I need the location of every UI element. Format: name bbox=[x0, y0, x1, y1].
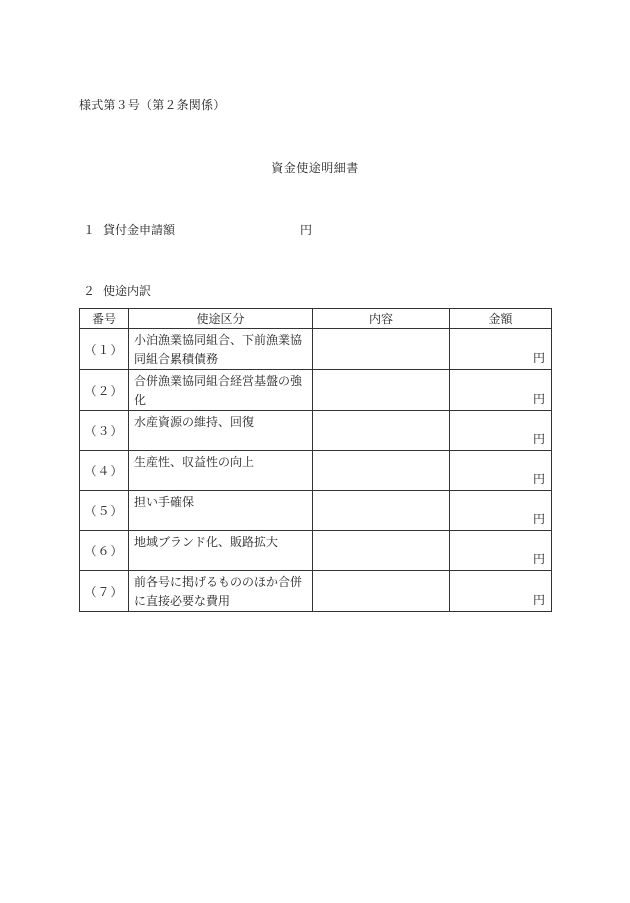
loan-application-amount-section bbox=[83, 221, 383, 237]
document-title: 資金使途明細書 bbox=[271, 161, 359, 175]
row-category: 水産資源の維持、回復 bbox=[129, 411, 313, 451]
header-content: 内容 bbox=[313, 309, 450, 329]
table-row bbox=[80, 411, 552, 451]
table-header-row bbox=[80, 309, 552, 329]
row-category: 担い手確保 bbox=[129, 491, 313, 531]
row-content[interactable] bbox=[313, 571, 450, 612]
row-content[interactable] bbox=[313, 370, 450, 411]
row-content[interactable] bbox=[313, 491, 450, 531]
row-category: 合併漁業協同組合経営基盤の強化 bbox=[129, 370, 313, 411]
section-number: １ bbox=[83, 223, 96, 237]
section-label: 使途内訳 bbox=[103, 284, 152, 298]
row-content[interactable] bbox=[313, 531, 450, 571]
row-number: （１） bbox=[80, 329, 129, 370]
table-row bbox=[80, 370, 552, 411]
header-category: 使途区分 bbox=[129, 309, 313, 329]
row-content[interactable] bbox=[313, 451, 450, 491]
row-number: （３） bbox=[80, 411, 129, 451]
table-row bbox=[80, 491, 552, 531]
row-content[interactable] bbox=[313, 411, 450, 451]
table-row bbox=[80, 329, 552, 370]
section-number: ２ bbox=[83, 284, 96, 298]
row-number: （４） bbox=[80, 451, 129, 491]
row-amount-unit[interactable]: 円 bbox=[450, 571, 552, 612]
header-number: 番号 bbox=[80, 309, 129, 329]
table-row bbox=[80, 531, 552, 571]
row-amount-unit[interactable]: 円 bbox=[450, 411, 552, 451]
row-amount-unit[interactable]: 円 bbox=[450, 531, 552, 571]
usage-breakdown-table bbox=[79, 308, 552, 612]
row-category: 小泊漁業協同組合、下前漁業協同組合累積債務 bbox=[129, 329, 313, 370]
row-amount-unit[interactable]: 円 bbox=[450, 451, 552, 491]
usage-breakdown-section bbox=[83, 282, 283, 298]
row-number: （５） bbox=[80, 491, 129, 531]
row-category: 地域ブランド化、販路拡大 bbox=[129, 531, 313, 571]
table-row bbox=[80, 451, 552, 491]
form-number: 様式第３号（第２条関係） bbox=[79, 98, 226, 112]
row-content[interactable] bbox=[313, 329, 450, 370]
row-amount-unit[interactable]: 円 bbox=[450, 491, 552, 531]
header-amount: 金額 bbox=[450, 309, 552, 329]
row-number: （６） bbox=[80, 531, 129, 571]
row-number: （７） bbox=[80, 571, 129, 612]
section-label: 貸付金申請額 bbox=[103, 223, 176, 237]
row-amount-unit[interactable]: 円 bbox=[450, 370, 552, 411]
row-number: （２） bbox=[80, 370, 129, 411]
table-row bbox=[80, 571, 552, 612]
row-amount-unit[interactable]: 円 bbox=[450, 329, 552, 370]
amount-unit: 円 bbox=[300, 223, 313, 237]
row-category: 生産性、収益性の向上 bbox=[129, 451, 313, 491]
row-category: 前各号に掲げるもののほか合併に直接必要な費用 bbox=[129, 571, 313, 612]
